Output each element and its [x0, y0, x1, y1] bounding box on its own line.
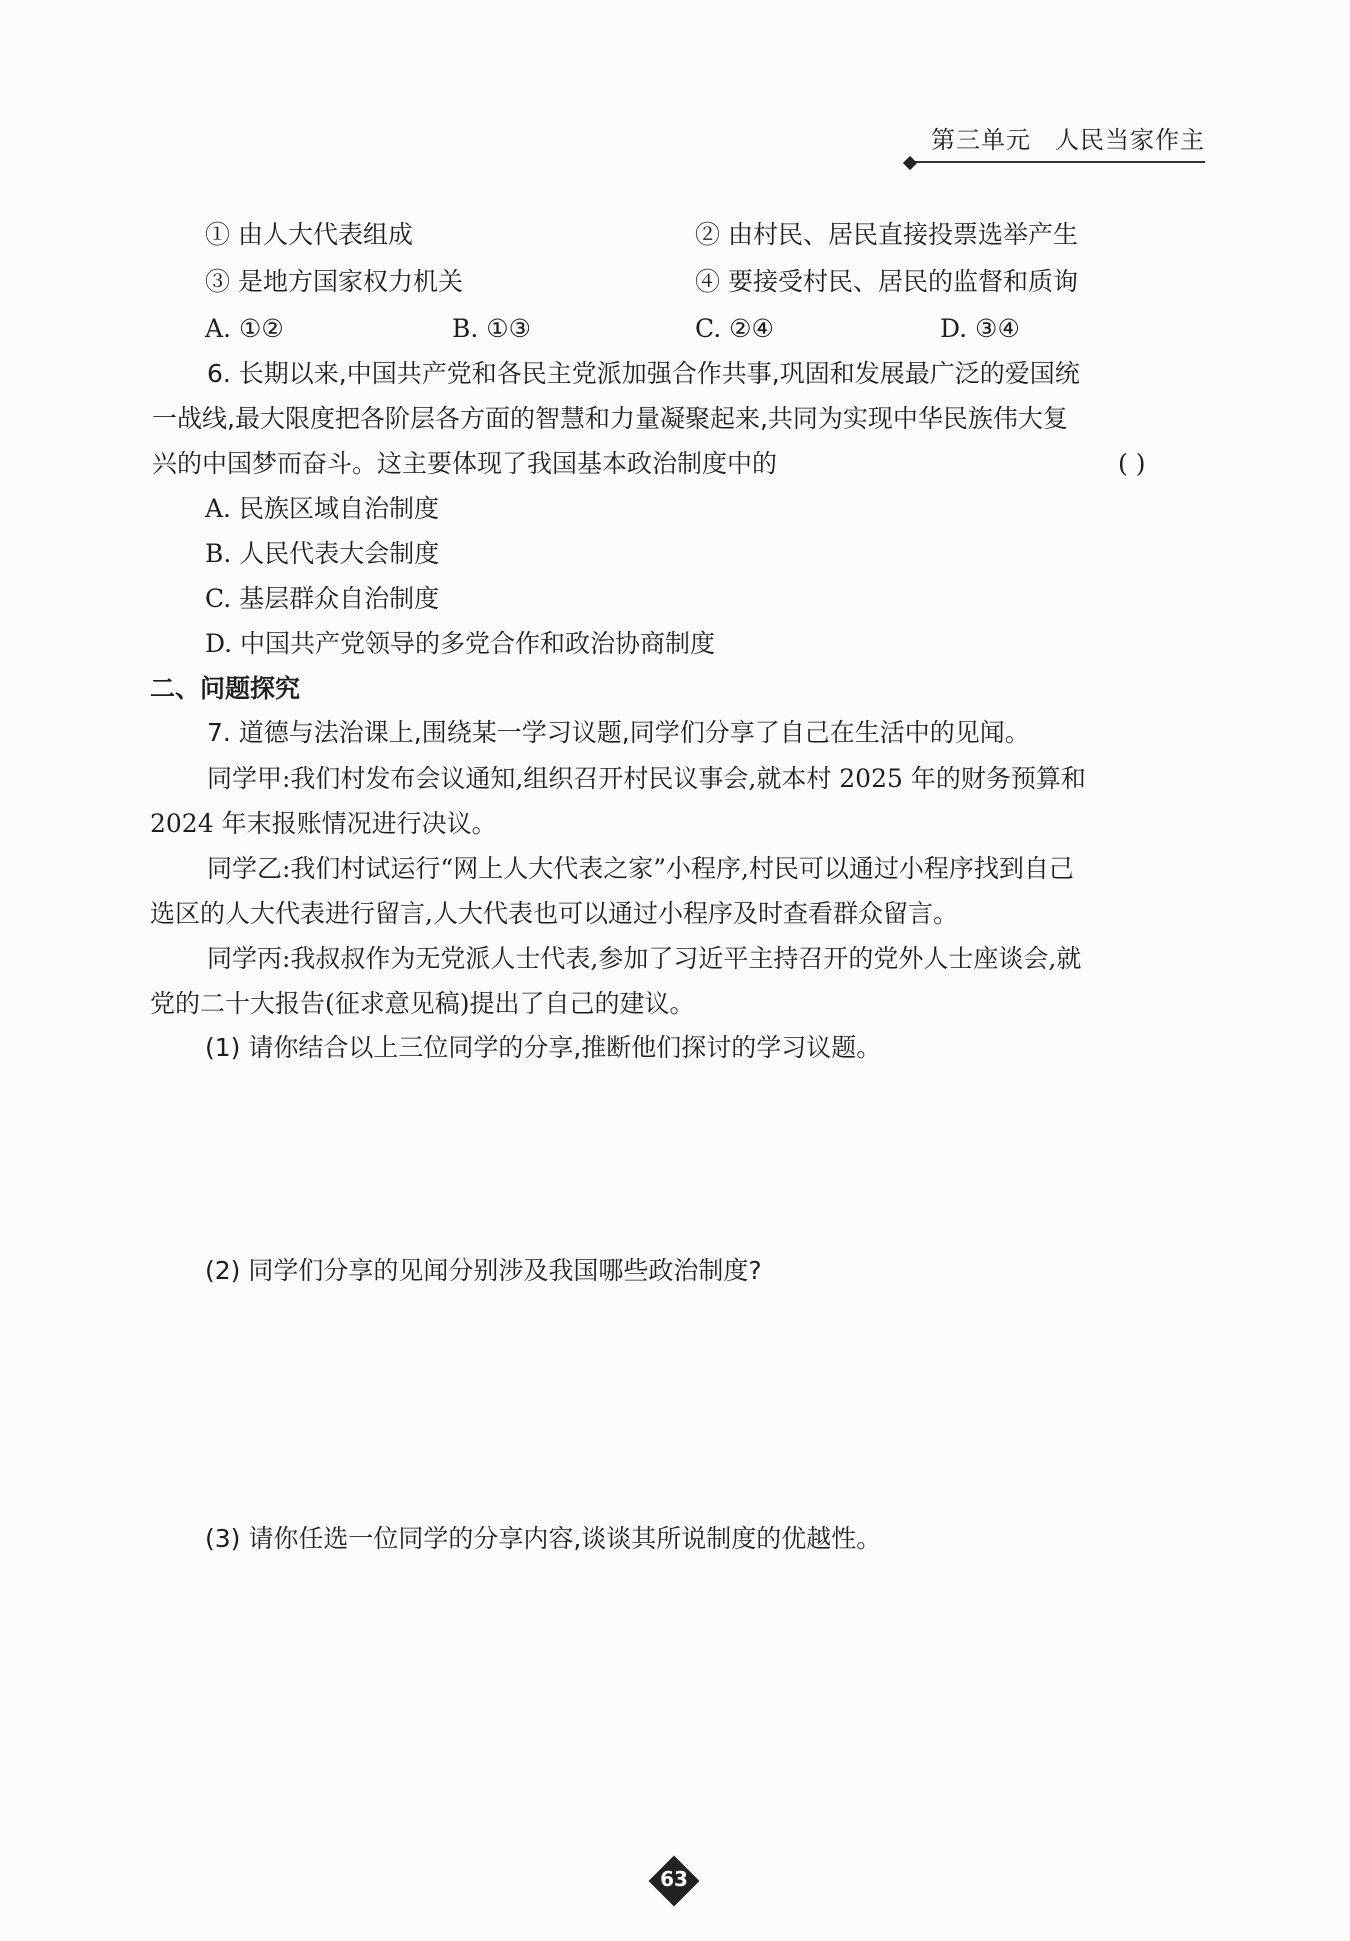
section-title: 二、问题探究: [150, 674, 301, 703]
q6-answer-bracket: ( ): [1118, 449, 1146, 478]
q5-choice-c: C. ②④: [695, 314, 774, 343]
unit-label: 第三单元: [931, 126, 1031, 154]
q6-choice-b: B. 人民代表大会制度: [205, 539, 440, 568]
unit-title: 人民当家作主: [1055, 126, 1205, 154]
q7-student-bing-line-2: 党的二十大报告(征求意见稿)提出了自己的建议。: [150, 989, 695, 1018]
q5-choice-d: D. ③④: [940, 314, 1020, 343]
q7-student-jia-line-2: 2024 年末报账情况进行决议。: [150, 809, 497, 838]
q5-choice-b: B. ①③: [452, 314, 532, 343]
q5-option-2: ② 由村民、居民直接投票选举产生: [695, 220, 1078, 249]
q7-subquestion-1: (1) 请你结合以上三位同学的分享,推断他们探讨的学习议题。: [205, 1033, 882, 1062]
page-number-badge: [648, 1855, 700, 1907]
q7-student-yi-line-2: 选区的人大代表进行留言,人大代表也可以通过小程序及时查看群众留言。: [150, 899, 958, 928]
q5-option-3: ③ 是地方国家权力机关: [205, 267, 463, 296]
q5-option-4: ④ 要接受村民、居民的监督和质询: [695, 267, 1078, 296]
unit-header: [905, 120, 1205, 163]
q6-choice-a: A. 民族区域自治制度: [205, 494, 439, 523]
q6-stem-line-3: 兴的中国梦而奋斗。这主要体现了我国基本政治制度中的: [152, 449, 778, 478]
q6-choice-d: D. 中国共产党领导的多党合作和政治协商制度: [205, 629, 716, 658]
q6-choice-c: C. 基层群众自治制度: [205, 584, 440, 613]
q6-stem-line-1: 6. 长期以来,中国共产党和各民主党派加强合作共事,巩固和发展最广泛的爱国统: [207, 359, 1080, 388]
q7-student-yi-line-1: 同学乙:我们村试运行“网上人大代表之家”小程序,村民可以通过小程序找到自己: [207, 854, 1074, 883]
q5-choice-a: A. ①②: [205, 314, 284, 343]
q7-subquestion-2: (2) 同学们分享的见闻分别涉及我国哪些政治制度?: [205, 1256, 762, 1285]
q6-stem-line-2: 一战线,最大限度把各阶层各方面的智慧和力量凝聚起来,共同为实现中华民族伟大复: [152, 404, 1068, 433]
q5-option-1: ① 由人大代表组成: [205, 220, 413, 249]
q7-intro: 7. 道德与法治课上,围绕某一学习议题,同学们分享了自己在生活中的见闻。: [207, 718, 1030, 747]
q7-subquestion-3: (3) 请你任选一位同学的分享内容,谈谈其所说制度的优越性。: [205, 1524, 882, 1553]
page-number: 63: [660, 1867, 688, 1891]
q7-student-bing-line-1: 同学丙:我叔叔作为无党派人士代表,参加了习近平主持召开的党外人士座谈会,就: [207, 944, 1082, 973]
q7-student-jia-line-1: 同学甲:我们村发布会议通知,组织召开村民议事会,就本村 2025 年的财务预算和: [207, 764, 1086, 793]
diamond-icon: [903, 156, 917, 170]
